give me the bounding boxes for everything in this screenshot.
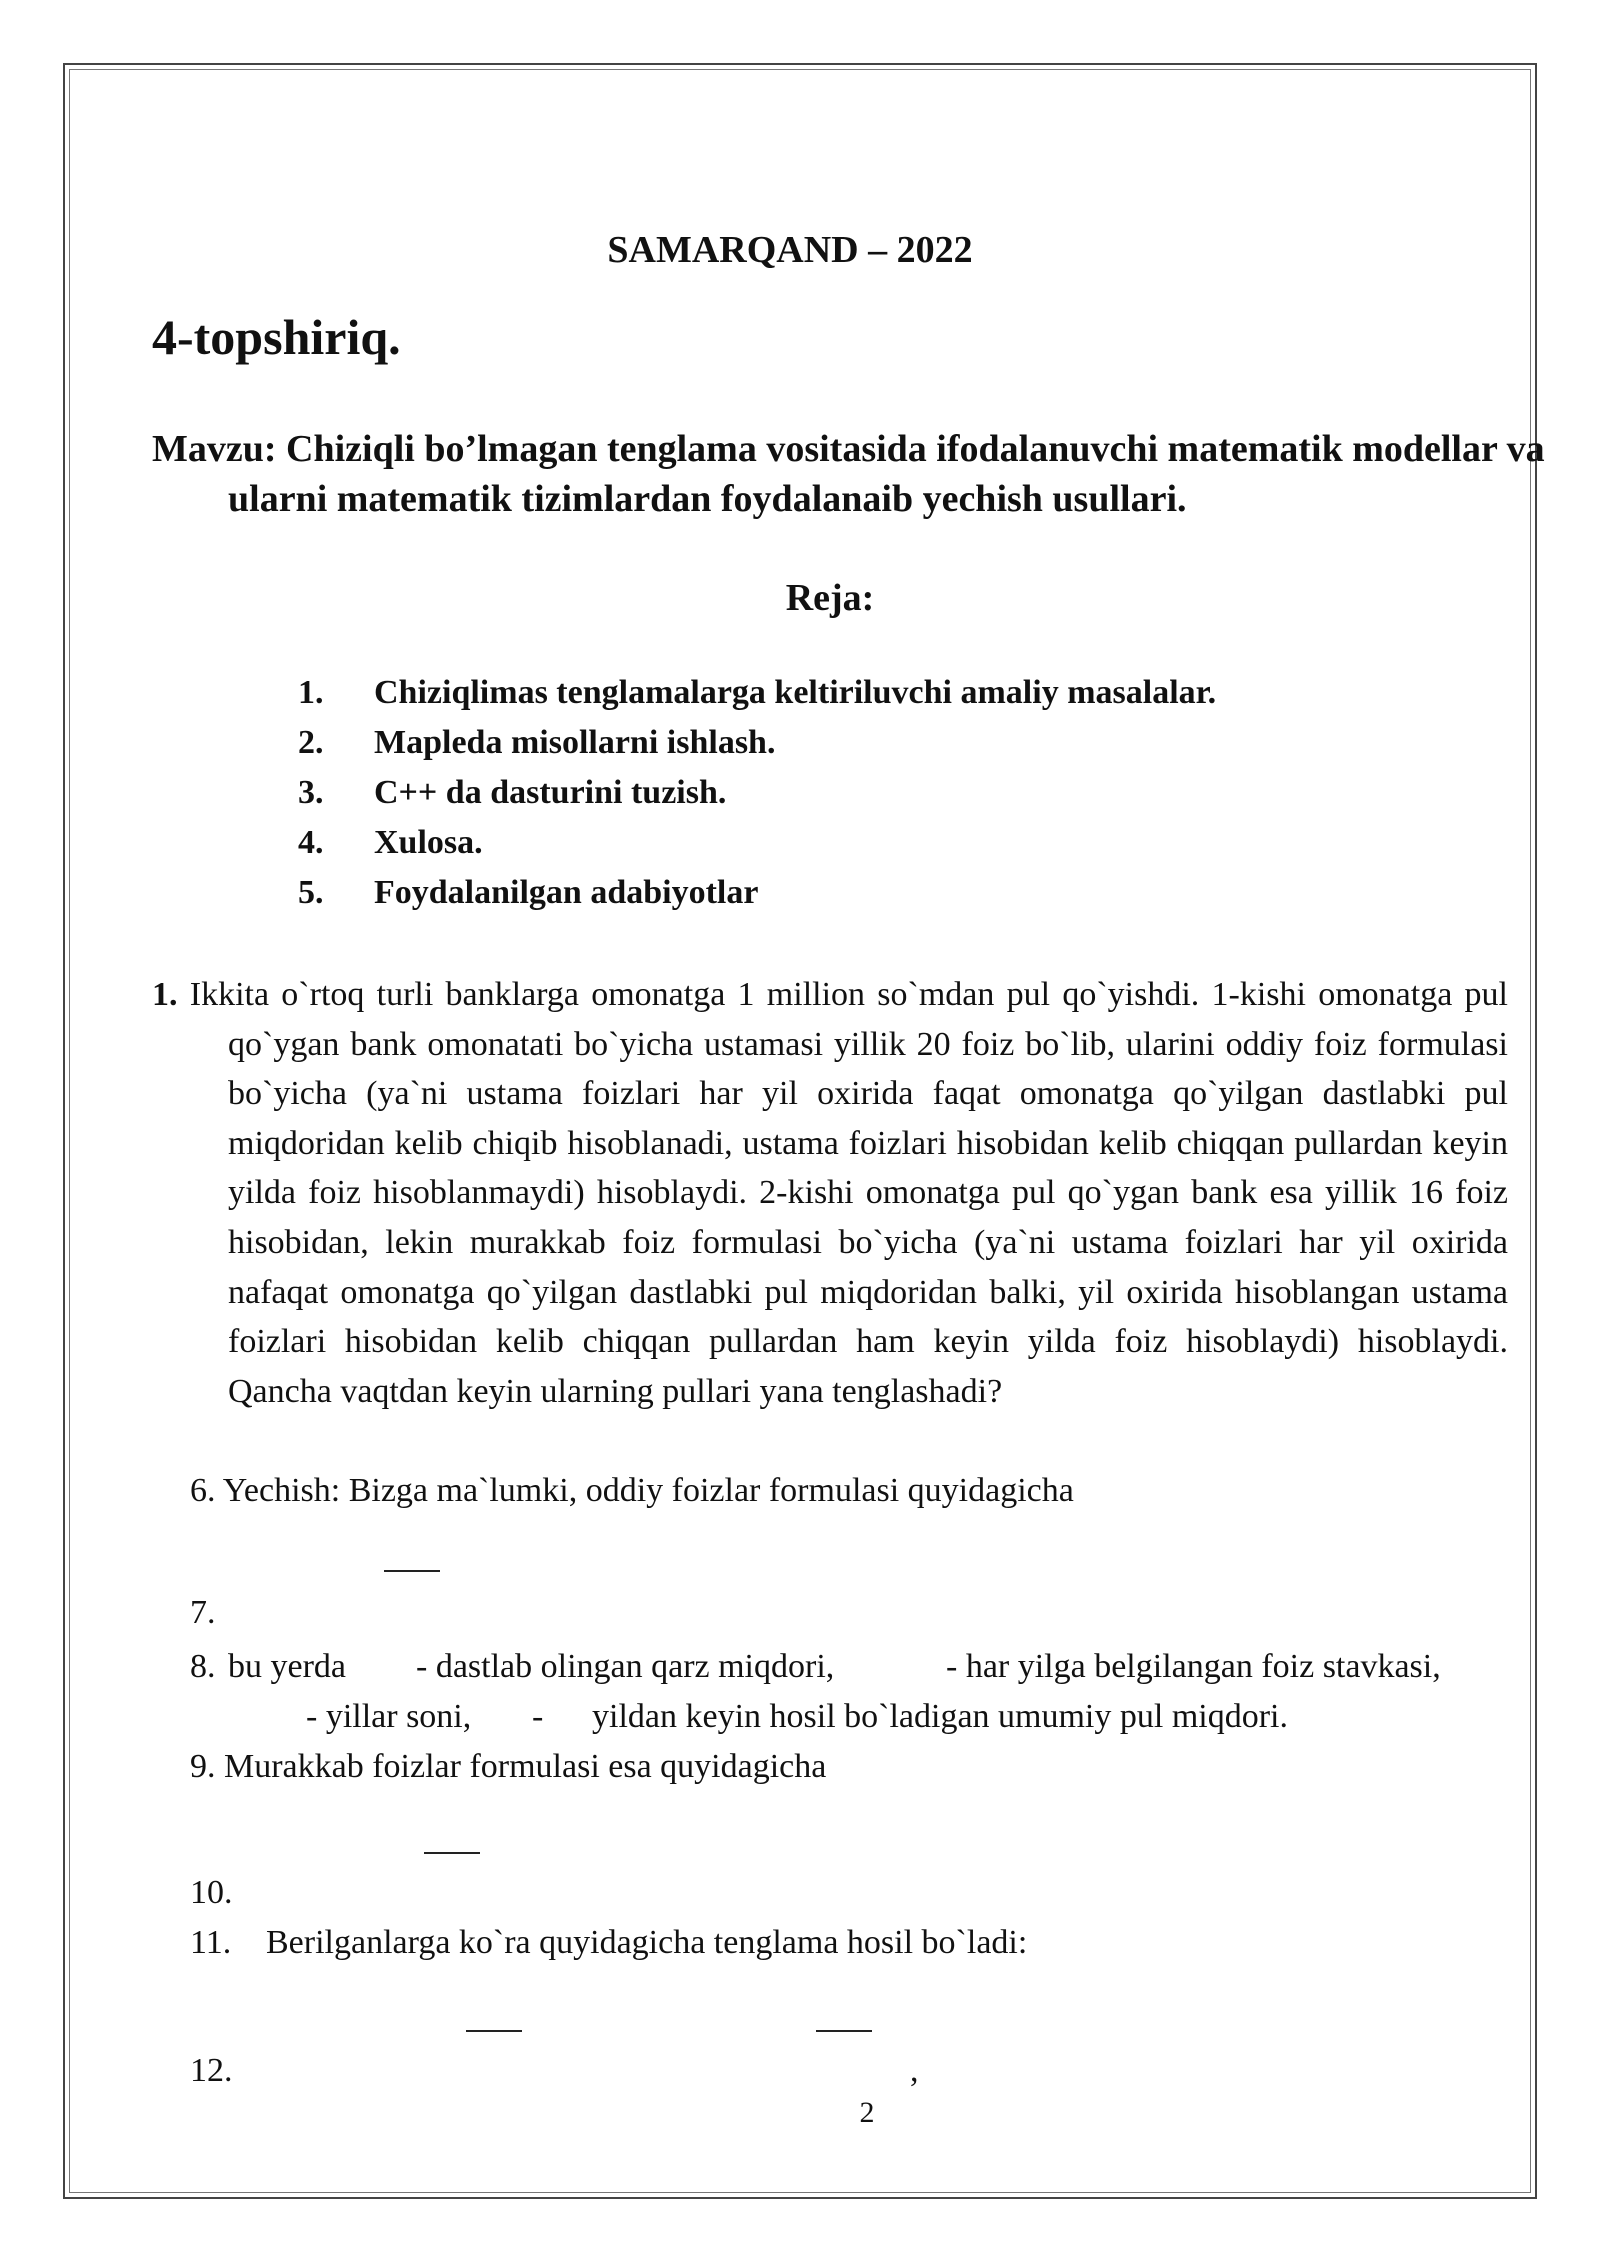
solution-line-8-label: bu yerda: [228, 1648, 347, 1685]
solution-line-6: 6. Yechish: Bizga ma`lumki, oddiy foizlar formulasi quyidagicha: [190, 1472, 1074, 1509]
solution-line-8-total: yildan keyin hosil bo`ladigan umumiy pul miqdori.: [592, 1698, 1288, 1735]
assignment-title: 4-topshiriq.: [152, 309, 401, 365]
solution-line-10: 10.: [190, 1874, 233, 1911]
plan-item-number: 2.: [298, 724, 324, 761]
solution-line-8-principal: - dastlab olingan qarz miqdori,: [416, 1648, 835, 1685]
plan-list: [298, 668, 1216, 918]
page-number: 2: [859, 2096, 875, 2129]
fraction-bar: [816, 2030, 872, 2032]
solution-line-11-number: 11.: [190, 1924, 232, 1961]
solution-line-8-years: - yillar soni,: [306, 1698, 472, 1735]
plan-title: Reja:: [785, 577, 875, 619]
solution-line-8-dash: -: [532, 1698, 544, 1735]
solution-line-11-text: Berilganlarga ko`ra quyidagicha tenglama hosil bo`ladi:: [266, 1924, 1028, 1961]
plan-item-label: C++ da dasturini tuzish.: [374, 774, 727, 811]
solution-line-9: 9. Murakkab foizlar formulasi esa quyidagicha: [190, 1748, 827, 1785]
solution-line-8-number: 8.: [190, 1648, 216, 1685]
plan-item: [298, 818, 1216, 868]
fraction-bar: [466, 2030, 522, 2032]
plan-item: [298, 768, 1216, 818]
fraction-bar: [384, 1570, 440, 1572]
problem-number: 1.: [152, 976, 178, 1013]
problem-1: [152, 970, 1508, 1416]
solution-line-8-rate: - har yilga belgilangan foiz stavkasi,: [946, 1648, 1441, 1685]
city-year: SAMARQAND – 2022: [607, 229, 973, 271]
solution-line-12-comma: ,: [910, 2052, 919, 2089]
plan-item: [298, 868, 1216, 918]
plan-item-label: Xulosa.: [374, 824, 483, 861]
plan-item-number: 3.: [298, 774, 324, 811]
solution-line-7: 7.: [190, 1594, 216, 1631]
fraction-bar: [424, 1852, 480, 1854]
plan-item-number: 5.: [298, 874, 324, 911]
problem-text: Ikkita o`rtoq turli banklarga omonatga 1 million so`mdan pul qo`yishdi. 1-kishi omonatga pul qo`ygan bank omonatati bo`yicha ustamasi yillik 20 foiz bo`lib, ularini oddiy foiz formulasi bo`yicha (ya`ni ustama foizlari har yil oxirida faqat omonatga qo`yilgan dastlabki pul miqdoridan kelib chiqib hisoblanadi, ustama foizlari hisobidan kelib chiqqan pullardan keyin yilda foiz hisoblanmaydi) hisoblaydi. 2-kishi omonatga pul qo`ygan bank esa yillik 16 foiz hisobidan, lekin murakkab foiz formulasi bo`yicha (ya`ni ustama foizlari har yil oxirida nafaqat omonatga qo`yilgan dastlabki pul miqdoridan balki, yil oxirida hisoblangan ustama foizlari hisobidan kelib chiqqan pullardan ham keyin yilda foiz hisoblaydi) hisoblaydi. Qancha vaqtdan keyin ularning pullari yana tenglashadi?: [189, 976, 1508, 1410]
plan-item-number: 1.: [298, 674, 324, 711]
plan-item-label: Foydalanilgan adabiyotlar: [374, 874, 759, 911]
solution-line-12: 12.: [190, 2052, 233, 2089]
plan-item: [298, 668, 1216, 718]
plan-item-label: Chiziqlimas tenglamalarga keltiriluvchi amaliy masalalar.: [374, 674, 1217, 711]
plan-item-number: 4.: [298, 824, 324, 861]
plan-item-label: Mapleda misollarni ishlash.: [374, 724, 776, 761]
topic-text: Mavzu: Chiziqli bo’lmagan tenglama vositasida ifodalanuvchi matematik modellar va ularni matematik tizimlardan foydalanaib yechish usullari.: [152, 428, 1545, 520]
plan-item: [298, 718, 1216, 768]
